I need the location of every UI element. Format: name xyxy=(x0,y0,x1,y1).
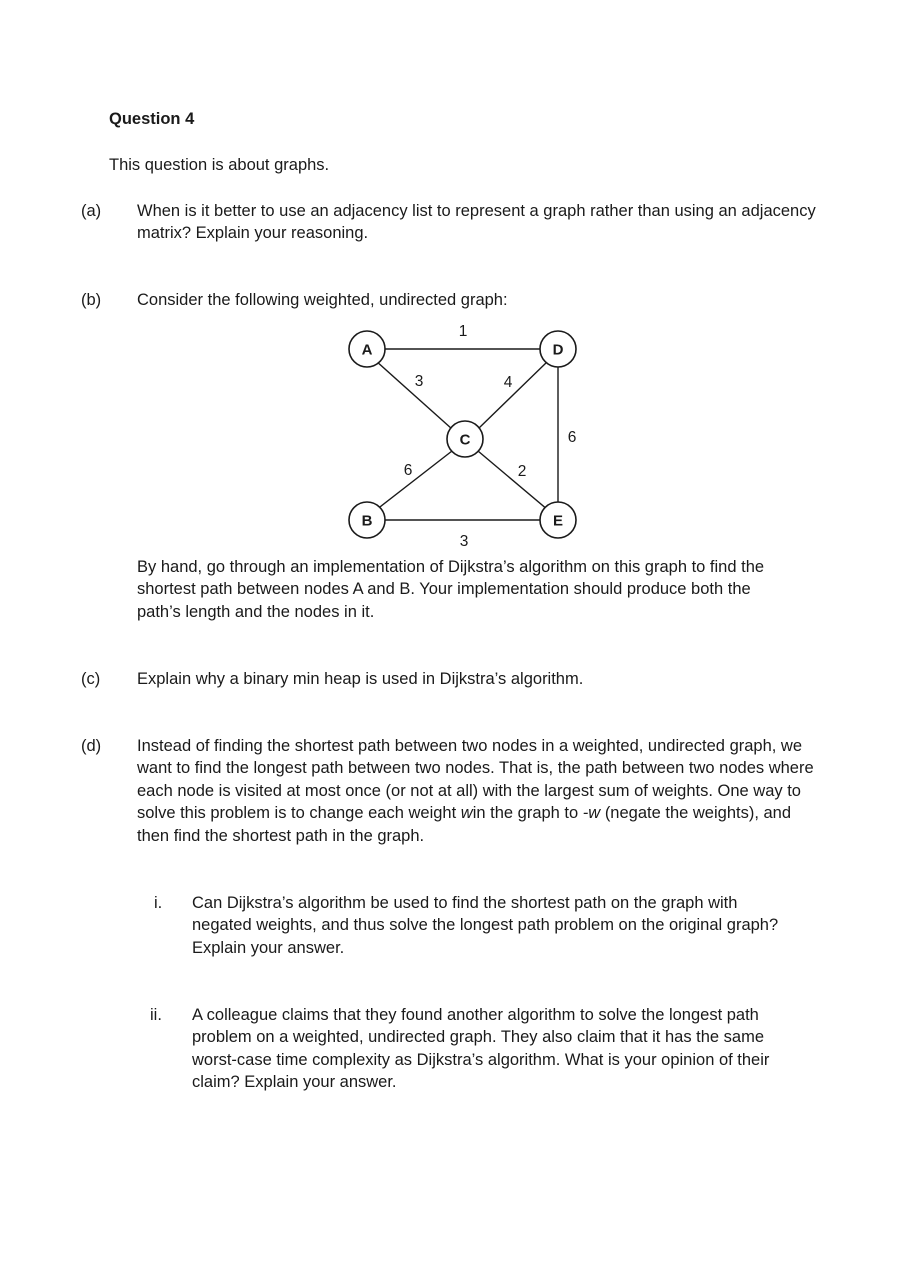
part-d-neg-w: -w xyxy=(582,804,601,823)
edge-a-c xyxy=(376,361,452,429)
weight-b-c: 6 xyxy=(403,462,413,479)
edge-c-e xyxy=(478,451,548,510)
weight-c-e: 2 xyxy=(517,463,527,480)
edge-d-c xyxy=(478,361,548,429)
sub-i-label: i. xyxy=(154,894,163,912)
weighted-graph-diagram xyxy=(330,318,600,553)
part-b-text: Consider the following weighted, undirected graph: xyxy=(137,291,508,309)
part-d-text-1: Instead of finding the shortest path between two nodes in a weighted, undirected graph, we want to find the longest path between two nodes. That is, the path between two nodes where each node is visited at most once (or not at all) with the largest sum of weights. One way to solve this problem is to change each weight xyxy=(137,737,814,823)
weight-d-e: 6 xyxy=(567,429,577,446)
part-d-text-2: in the graph to xyxy=(472,804,579,823)
question-title: Question 4 xyxy=(109,110,195,128)
part-b-label: (b) xyxy=(81,291,102,309)
weight-a-d: 1 xyxy=(458,323,468,340)
part-c-label: (c) xyxy=(81,670,101,688)
part-d xyxy=(81,735,827,847)
part-a-text: When is it better to use an adjacency list to represent a graph rather than using an adjacency matrix? Explain your reasoning. xyxy=(137,202,816,243)
part-d-text-3: (negate the weights), and then find the shortest path in the graph. xyxy=(137,804,792,845)
sub-ii-label: ii. xyxy=(150,1006,162,1024)
part-d-label: (d) xyxy=(81,737,102,755)
part-c-text: Explain why a binary min heap is used in Dijkstra’s algorithm. xyxy=(137,670,584,688)
part-a xyxy=(81,200,827,245)
node-e-label: E xyxy=(552,512,564,530)
part-b-followup: By hand, go through an implementation of Dijkstra’s algorithm on this graph to find the shortest path between nodes A and B. Your implementation should produce both the path’s length and the nodes in it. xyxy=(137,558,765,621)
sub-i-text: Can Dijkstra’s algorithm be used to find the shortest path on the graph with negated weights, and thus solve the longest path problem on the original graph? Explain your answer. xyxy=(192,894,779,957)
node-c-label: C xyxy=(459,431,471,449)
node-b-label: B xyxy=(361,512,373,530)
weight-a-c: 3 xyxy=(414,373,424,390)
part-d-w: w xyxy=(460,804,473,823)
sub-ii-text: A colleague claims that they found another algorithm to solve the longest path problem on a weighted, undirected graph. They also claim that it has the same worst-case time complexity as Dijkstra’s algorithm. What is your opinion of their claim? Explain your answer. xyxy=(192,1006,770,1092)
question-intro: This question is about graphs. xyxy=(109,156,330,174)
weight-b-e: 3 xyxy=(459,533,469,550)
part-c xyxy=(81,668,827,690)
weight-d-c: 4 xyxy=(503,374,513,391)
node-a-label: A xyxy=(361,341,373,359)
part-a-label: (a) xyxy=(81,202,102,220)
node-d-label: D xyxy=(552,341,564,359)
part-b xyxy=(81,289,827,311)
edge-b-c xyxy=(376,451,452,510)
